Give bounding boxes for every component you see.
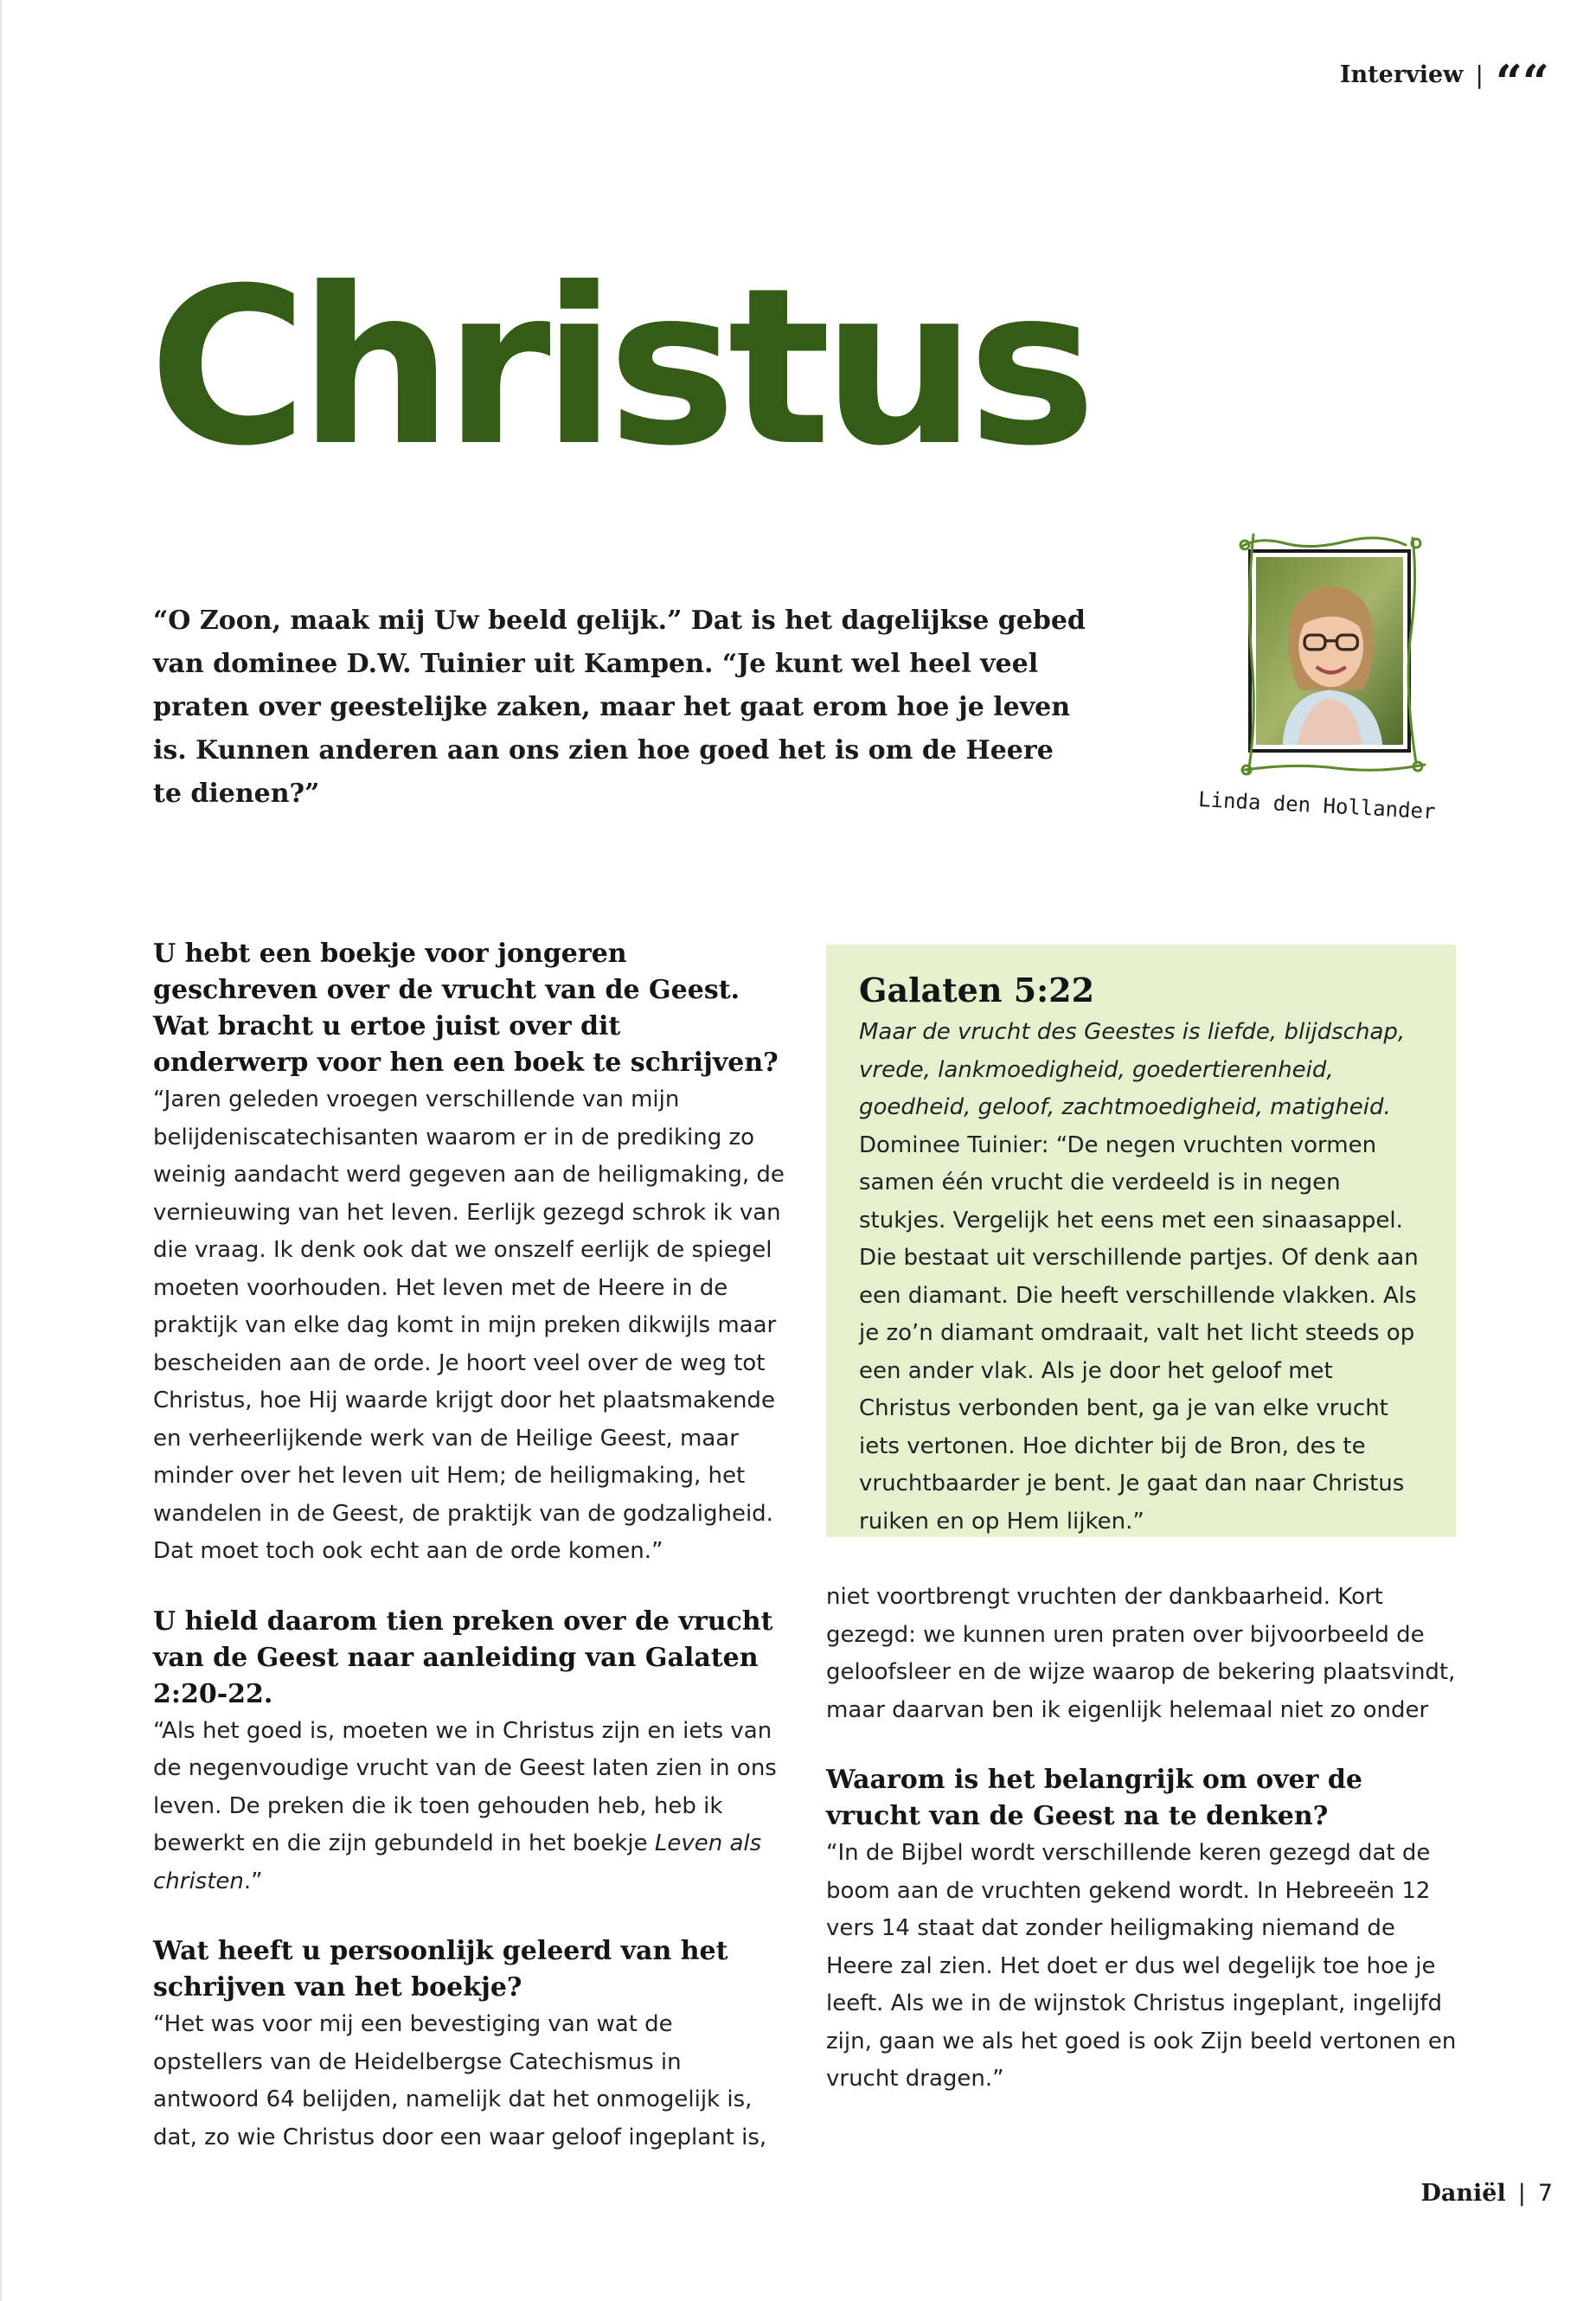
answer: “Jaren geleden vroegen verschillende van mijn belijdeniscatechisanten waarom er in de prediking zo weinig aandacht werd gegeven aan de heiligmaking, de vernieuwing van het leven. Eerlijk gezegd schrok ik van die vraag. Ik denk ook dat we onszelf eerlijk de spiegel moeten voorhouden. Het leven met de Heere in de praktijk van elke dag komt in mijn preken dikwijls maar bescheiden aan de orde. Je hoort veel over de weg tot Christus, hoe Hij waarde krijgt door het plaatsmakende en verheerlijkende werk van de Heilige Geest, maar minder over het leven uit Hem; de heiligmaking, het wandelen in de Geest, de praktijk van de godzaligheid. Dat moet toch ook echt aan de orde komen.”: [153, 1086, 785, 1564]
question: Wat heeft u persoonlijk geleerd van het schrijven van het boekje?: [153, 1936, 728, 2003]
portrait-image: [1256, 557, 1403, 745]
answer: [153, 1713, 785, 1901]
question: U hield daarom tien preken over de vrucht van de Geest naar aanleiding van Galaten 2:20-22.: [153, 1606, 773, 1709]
bible-verse-callout: [826, 945, 1456, 1537]
article-column-right: [826, 1579, 1458, 2131]
question: U hebt een boekje voor jongeren geschreven over de vrucht van de Geest. Wat bracht u ertoe juist over dit onderwerp voor hen een boek te schrijven?: [153, 939, 779, 1078]
author-photo: [1248, 549, 1411, 753]
page-number: 7: [1537, 2180, 1553, 2207]
author-caption: Linda den Hollander: [1197, 787, 1437, 824]
answer-continued: [826, 1579, 1458, 1729]
footer-separator: |: [1517, 2180, 1526, 2207]
question: Waarom is het belangrijk om over de vrucht van de Geest na te denken?: [826, 1765, 1362, 1831]
section-name: Interview: [1339, 61, 1464, 88]
book-title: Leven als christen: [153, 1830, 762, 1894]
magazine-name: Daniël: [1420, 2180, 1506, 2207]
page-edge: [0, 0, 2, 2301]
article-column-left: [153, 936, 785, 2189]
answer: “In de Bijbel wordt verschillende keren gezegd dat de boom aan de vruchten gekend wordt. In Hebreeën 12 vers 14 staat dat zonder heiligmaking niemand de Heere zal zien. Het doet er dus wel degelijk toe hoe je leeft. Als we in de wijnstok Christus ingeplant, ingelijfd zijn, gaan we als het goed is ook Zijn beeld vertonen en vrucht dragen.”: [826, 1840, 1457, 2092]
answer: “Het was voor mij een bevestiging van wat de opstellers van de Heidelbergse Catechismus in antwoord 64 belijden, namelijk dat het onmogelijk is, dat, zo wie Christus door een waar geloof ingeplant is,: [153, 2011, 767, 2150]
section-label: [1339, 54, 1549, 110]
answer-overflow: niet voortbrengt vruchten der dankbaarheid. Kort gezegd: we kunnen uren praten over bijvoorbeeld de geloofsleer en de wijze waarop de bekering plaatsvindt, maar daarvan ben ik eigenlijk helemaal niet zo onder: [826, 1584, 1456, 1723]
callout-verse: Maar de vrucht des Geestes is liefde, blijdschap, vrede, lankmoedigheid, goedertierenheid, goedheid, geloof, zachtmoedigheid, matigheid.: [859, 1019, 1406, 1120]
callout-reference: Galaten 5:22: [859, 971, 1095, 1009]
section-separator: |: [1475, 61, 1484, 89]
quote-icon: ““: [1495, 54, 1549, 110]
answer-text: “Als het goed is, moeten we in Christus zijn en iets van de negenvoudige vrucht van de Geest laten zien in ons leven. De preken die ik toen gehouden heb, heb ik bewerkt en die zijn gebundeld in het boekje: [153, 1717, 777, 1856]
article-title: Christus: [149, 241, 1088, 493]
answer-text-end: .”: [243, 1868, 263, 1894]
page-footer: [1420, 2180, 1553, 2207]
callout-text: Dominee Tuinier: “De negen vruchten vormen samen één vrucht die verdeeld is in negen stukjes. Vergelijk het eens met een sinaasappel. Die bestaat uit verschillende partjes. Of denk aan een diamant. Die heeft verschillende vlakken. Als je zo’n diamant omdraait, valt het licht steeds op een ander vlak. Als je door het geloof met Christus verbonden bent, ga je van elke vrucht iets vertonen. Hoe dichter bij de Bron, des te vruchtbaarder je bent. Je gaat dan naar Christus ruiken en op Hem lijken.”: [859, 1131, 1419, 1535]
article-intro: “O Zoon, maak mij Uw beeld gelijk.” Dat is het dagelijkse gebed van dominee D.W. Tuinier uit Kampen. “Je kunt wel heel veel praten over geestelijke zaken, maar het gaat erom hoe je leven is. Kunnen anderen aan ons zien hoe goed het is om de Heere te dienen?”: [153, 606, 1086, 809]
